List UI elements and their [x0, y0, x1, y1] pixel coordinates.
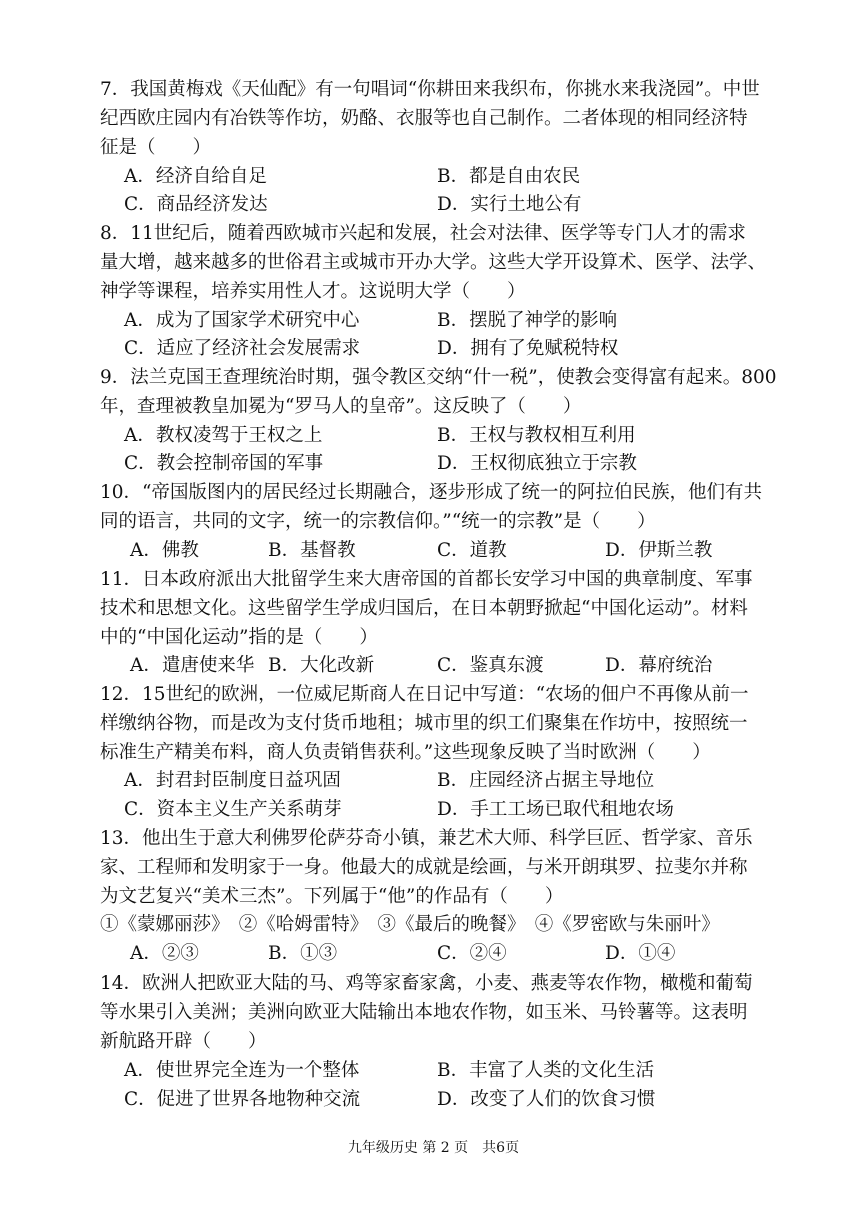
question-14-option-b: B．丰富了人类的文化生活	[437, 1060, 655, 1081]
page-footer: 九年级历史 第 2 页 共6页	[347, 1140, 520, 1156]
question-12-option-b: B．庄园经济占据主导地位	[437, 770, 655, 791]
question-10-line-1: 10．“帝国版图内的居民经过长期融合，逐步形成了统一的阿拉伯民族，他们有共	[100, 482, 763, 503]
question-9-option-c: C．教会控制帝国的军事	[124, 453, 324, 474]
question-11-option-a: A．遣唐使来华	[130, 655, 255, 676]
question-11-option-d: D．幕府统治	[605, 655, 713, 676]
question-10-option-a: A．佛教	[130, 540, 199, 561]
question-8-option-a: A．成为了国家学术研究中心	[124, 310, 360, 331]
question-11-line-2: 技术和思想文化。这些留学生学成归国后，在日本朝野掀起“中国化运动”。材料	[100, 598, 748, 619]
question-8-option-b: B．摆脱了神学的影响	[437, 310, 618, 331]
question-8-line-3: 神学等课程，培养实用性人才。这说明大学（ ）	[100, 281, 526, 302]
question-9-option-a: A．教权凌驾于王权之上	[124, 425, 323, 446]
question-7-line-1: 7．我国黄梅戏《天仙配》有一句唱词“你耕田来我织布，你挑水来我浇园”。中世	[100, 79, 760, 100]
question-14-line-2: 等水果引入美洲；美洲向欧亚大陆输出本地农作物，如玉米、马铃薯等。这表明	[100, 1002, 748, 1023]
question-12-option-d: D．手工工场已取代租地农场	[437, 799, 674, 820]
question-14-option-c: C．促进了世界各地物种交流	[124, 1089, 361, 1110]
question-11-option-b: B．大化改新	[268, 655, 375, 676]
question-7-option-a: A．经济自给自足	[124, 166, 267, 187]
question-12-option-c: C．资本主义生产关系萌芽	[124, 799, 342, 820]
question-12-line-2: 样缴纳谷物，而是改为支付货币地租；城市里的织工们聚集在作坊中，按照统一	[100, 713, 748, 734]
question-9-line-2: 年，查理被教皇加冕为“罗马人的皇帝”。这反映了（ ）	[100, 396, 582, 417]
question-14-line-3: 新航路开辟（ ）	[100, 1031, 267, 1052]
question-13-option-d: D．①④	[605, 943, 676, 964]
question-11-line-3: 中的“中国化运动”指的是（ ）	[100, 627, 378, 648]
question-7-option-d: D．实行土地公有	[437, 194, 582, 215]
question-9-line-1: 9．法兰克国王查理统治时期，强令教区交纳“什一税”，使教会变得富有起来。800	[100, 367, 777, 388]
question-8-option-d: D．拥有了免赋税特权	[437, 338, 619, 359]
question-13-line-2: 家、工程师和发明家于一身。他最大的成就是绘画，与米开朗琪罗、拉斐尔并称	[100, 857, 748, 878]
question-8-line-2: 量大增，越来越多的世俗君主或城市开办大学。这些大学开设算术、医学、法学、	[100, 252, 767, 273]
question-7-line-3: 征是（ ）	[100, 137, 212, 158]
question-11-option-c: C．鉴真东渡	[437, 655, 544, 676]
question-10-option-c: C．道教	[437, 540, 507, 561]
question-12-line-3: 标准生产精美布料，商人负责销售获利。”这些现象反映了当时欧洲（ ）	[100, 742, 711, 763]
question-8-option-c: C．适应了经济社会发展需求	[124, 338, 361, 359]
question-10-option-d: D．伊斯兰教	[605, 540, 713, 561]
question-13-option-b: B．①③	[268, 943, 338, 964]
question-10-line-2: 同的语言，共同的文字，统一的宗教信仰。”“统一的宗教”是（ ）	[100, 511, 656, 532]
question-9-option-b: B．王权与教权相互利用	[437, 425, 636, 446]
question-7-option-b: B．都是自由农民	[437, 166, 581, 187]
question-13-option-a: A．②③	[130, 943, 199, 964]
question-11-line-1: 11．日本政府派出大批留学生来大唐帝国的首都长安学习中国的典章制度、军事	[100, 569, 753, 590]
question-13-line-3: 为文艺复兴“美术三杰”。下列属于“他”的作品有（ ）	[100, 886, 564, 907]
question-12-option-a: A．封君封臣制度日益巩固	[124, 770, 341, 791]
question-13-option-c: C．②④	[437, 943, 507, 964]
question-7-option-c: C．商品经济发达	[124, 194, 268, 215]
question-12-line-1: 12．15世纪的欧洲，一位威尼斯商人在日记中写道：“农场的佃户不再像从前一	[100, 684, 749, 705]
question-9-option-d: D．王权彻底独立于宗教	[437, 453, 637, 474]
question-13-line-1: 13．他出生于意大利佛罗伦萨芬奇小镇，兼艺术大师、科学巨匠、哲学家、音乐	[100, 828, 753, 849]
question-13-works-list: ①《蒙娜丽莎》 ②《哈姆雷特》 ③《最后的晚餐》 ④《罗密欧与朱丽叶》	[100, 914, 720, 935]
question-10-option-b: B．基督教	[268, 540, 356, 561]
question-7-line-2: 纪西欧庄园内有冶铁等作坊，奶酪、衣服等也自己制作。二者体现的相同经济特	[100, 108, 748, 129]
question-14-line-1: 14．欧洲人把欧亚大陆的马、鸡等家畜家禽，小麦、燕麦等农作物，橄榄和葡萄	[100, 973, 753, 994]
question-8-line-1: 8．11世纪后，随着西欧城市兴起和发展，社会对法律、医学等专门人才的需求	[100, 223, 746, 244]
question-14-option-d: D．改变了人们的饮食习惯	[437, 1089, 656, 1110]
question-14-option-a: A．使世界完全连为一个整体	[124, 1060, 360, 1081]
